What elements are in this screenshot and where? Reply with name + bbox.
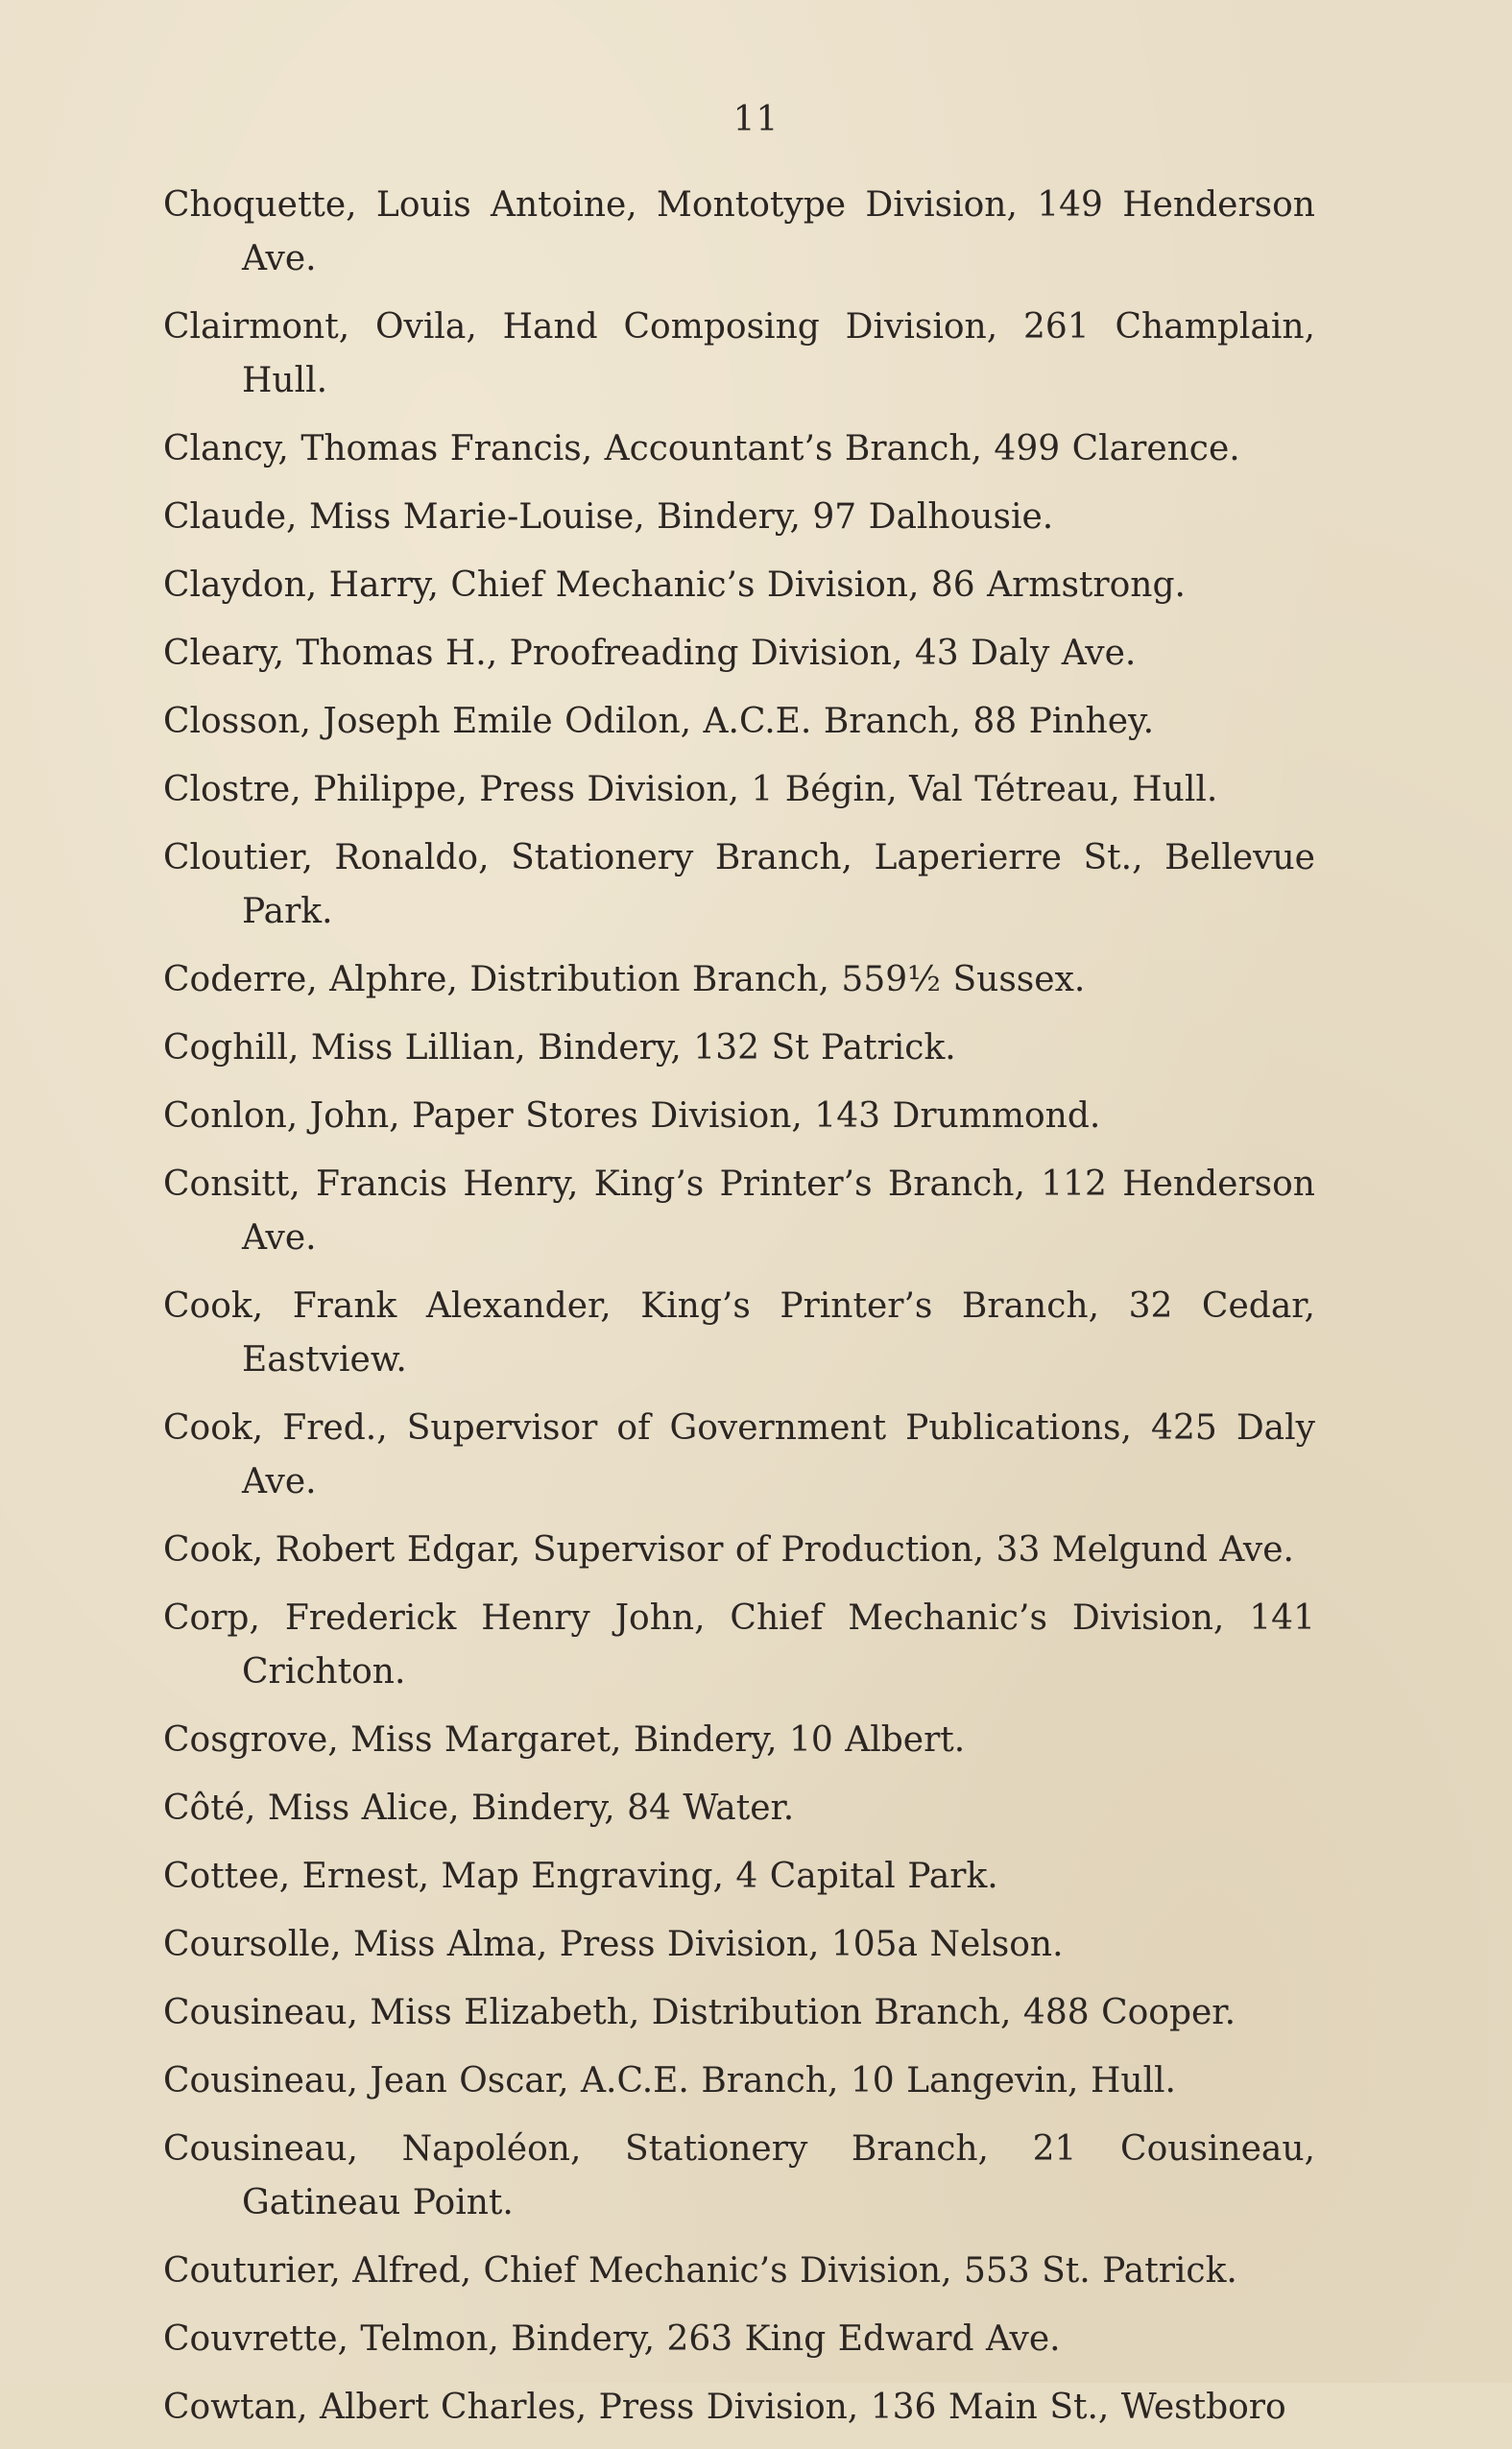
directory-entry: Cowtan, Albert Charles, Press Division, 136 Main St., Westboro [163, 2388, 1286, 2427]
directory-entry: Cosgrove, Miss Margaret, Bindery, 10 Albert. [163, 1720, 966, 1760]
directory-entry: Cloutier, Ronaldo, Stationery Branch, Laperierre St., Bellevue Park. [163, 838, 1315, 931]
directory-entry: Clairmont, Ovila, Hand Composing Division, 261 Champlain, Hull. [163, 307, 1315, 400]
directory-entry: Cousineau, Napoléon, Stationery Branch, 21 Cousineau, Gatineau Point. [163, 2129, 1315, 2222]
directory-entry: Couvrette, Telmon, Bindery, 263 King Edward Ave. [163, 2319, 1061, 2359]
directory-entry: Consitt, Francis Henry, King’s Printer’s Branch, 112 Henderson Ave. [163, 1164, 1315, 1258]
directory-entry: Claydon, Harry, Chief Mechanic’s Division, 86 Armstrong. [163, 565, 1186, 605]
directory-entry: Cook, Robert Edgar, Supervisor of Production, 33 Melgund Ave. [163, 1530, 1294, 1570]
directory-entry: Coghill, Miss Lillian, Bindery, 132 St Patrick. [163, 1028, 956, 1068]
directory-entry: Clostre, Philippe, Press Division, 1 Bégin, Val Tétreau, Hull. [163, 770, 1218, 809]
directory-entry: Cleary, Thomas H., Proofreading Division, 43 Daly Ave. [163, 634, 1137, 673]
directory-entry: Conlon, John, Paper Stores Division, 143 Drummond. [163, 1096, 1101, 1136]
directory-entry: Cousineau, Miss Elizabeth, Distribution Branch, 488 Cooper. [163, 1993, 1236, 2032]
directory-entry: Cousineau, Jean Oscar, A.C.E. Branch, 10 Langevin, Hull. [163, 2061, 1176, 2101]
directory-entry: Clancy, Thomas Francis, Accountant’s Branch, 499 Clarence. [163, 429, 1240, 468]
directory-entry: Coursolle, Miss Alma, Press Division, 105a Nelson. [163, 1925, 1064, 1964]
page-number: 11 [732, 100, 780, 139]
directory-entry: Coderre, Alphre, Distribution Branch, 559½ Sussex. [163, 960, 1086, 999]
directory-entry: Choquette, Louis Antoine, Montotype Division, 149 Henderson Ave. [163, 185, 1315, 278]
directory-entry: Corp, Frederick Henry John, Chief Mechanic’s Division, 141 Crichton. [163, 1598, 1315, 1692]
directory-entry: Cook, Fred., Supervisor of Government Publications, 425 Daly Ave. [163, 1408, 1315, 1501]
directory-entry: Cook, Frank Alexander, King’s Printer’s Branch, 32 Cedar, Eastview. [163, 1286, 1315, 1380]
directory-entry: Couturier, Alfred, Chief Mechanic’s Division, 553 St. Patrick. [163, 2251, 1237, 2291]
directory-entry: Côté, Miss Alice, Bindery, 84 Water. [163, 1789, 795, 1828]
directory-entry: Claude, Miss Marie-Louise, Bindery, 97 Dalhousie. [163, 497, 1054, 537]
directory-list [163, 179, 1315, 2449]
directory-entry: Cottee, Ernest, Map Engraving, 4 Capital Park. [163, 1857, 998, 1896]
directory-entry: Closson, Joseph Emile Odilon, A.C.E. Branch, 88 Pinhey. [163, 702, 1155, 741]
